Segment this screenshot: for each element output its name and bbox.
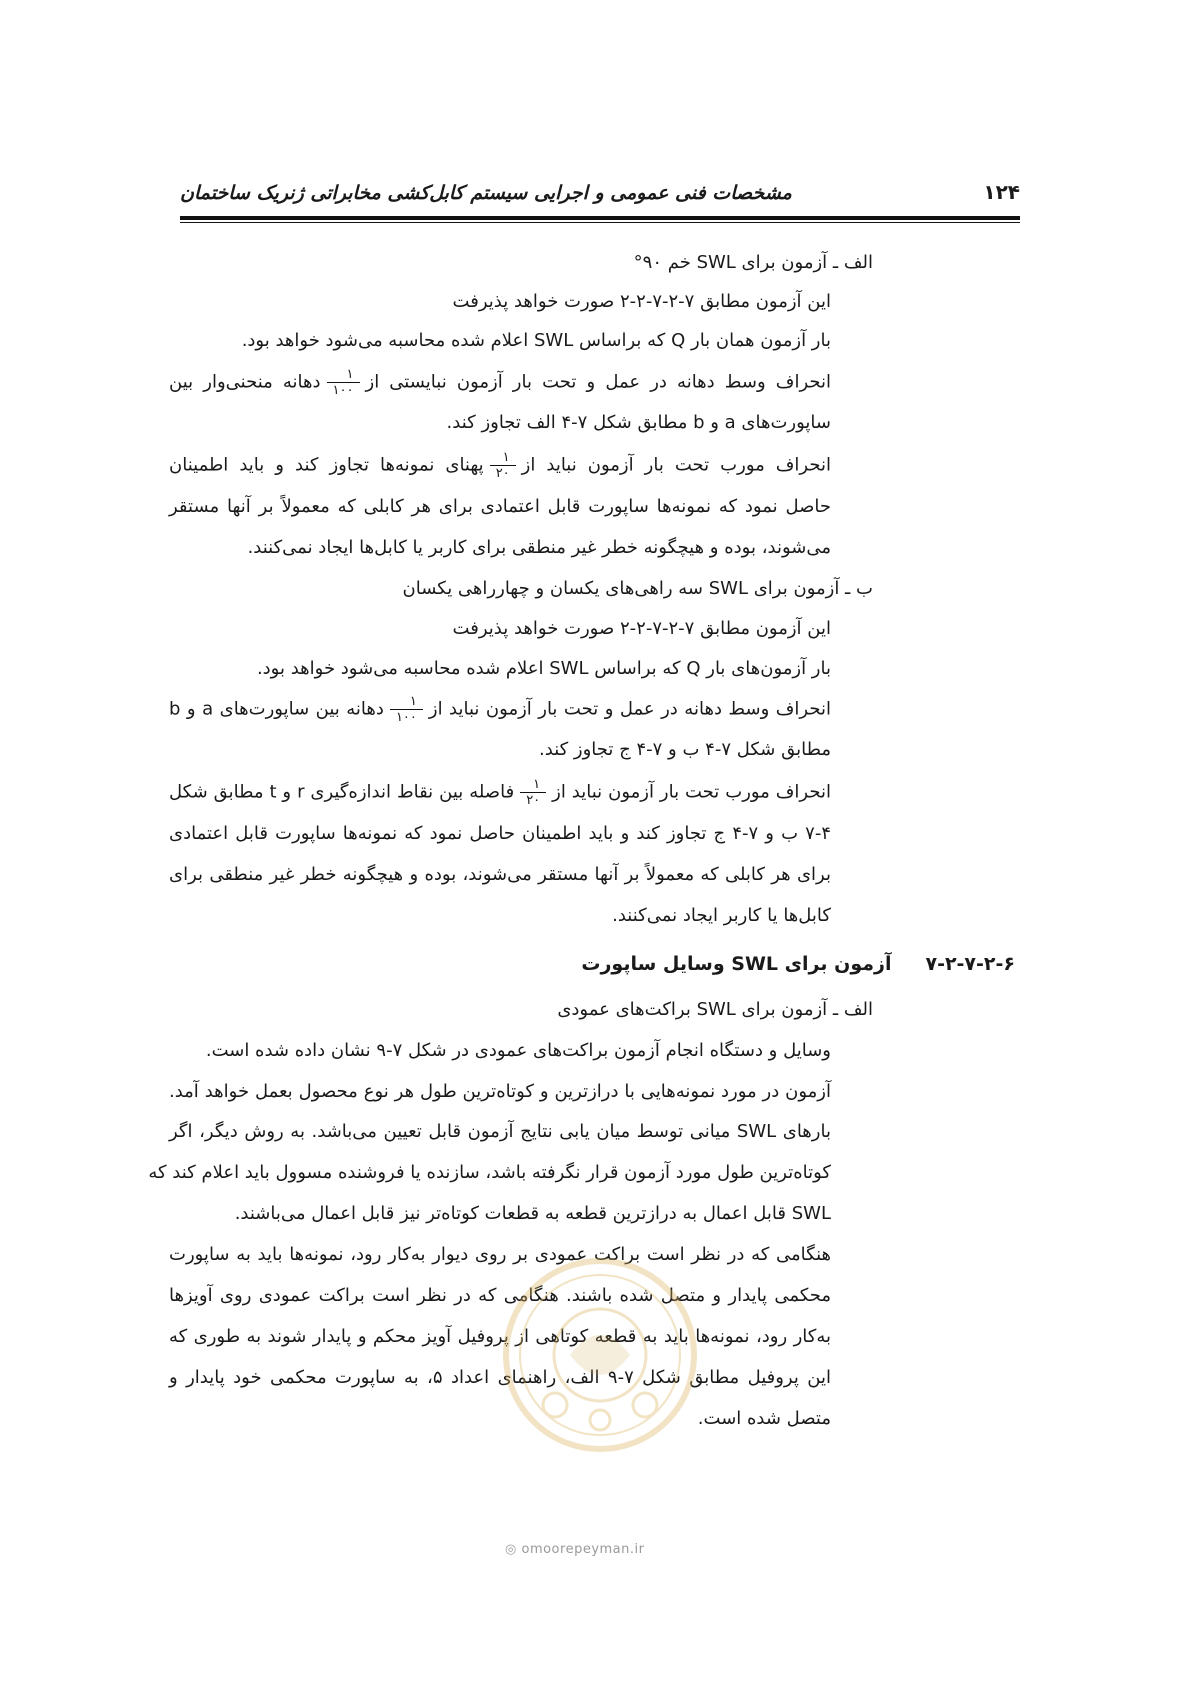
fraction-denominator: ۱۰۰ (332, 383, 354, 398)
paragraph-line: بار آزمون همان بار Q که براساس SWL اعلام شده محاسبه می‌شود خواهد بود. (241, 330, 831, 351)
text-run: فاصله بین نقاط اندازه‌گیری r و t مطابق شکل (169, 781, 515, 803)
paragraph-line: این آزمون مطابق ۷-۲-۷-۲-۲ صورت خواهد پذیرفت (452, 618, 831, 639)
watermark-url-text: omoorepeyman.ir (521, 1542, 645, 1557)
item-b-heading: ب ـ آزمون برای SWL سه راهی‌های یکسان و چهارراهی یکسان (402, 578, 873, 599)
paragraph-line: وسایل و دستگاه انجام آزمون براکت‌های عمودی در شکل ۷-۹ نشان داده شده است. (205, 1040, 831, 1061)
paragraph-line: SWL قابل اعمال به درازترین قطعه به قطعات کوتاه‌تر نیز قابل اعمال می‌باشند. (234, 1203, 831, 1224)
section-title: آزمون برای SWL وسایل ساپورت (581, 953, 892, 975)
fraction-denominator: ۲۰ (526, 793, 541, 808)
paragraph-line: محکمی پایدار و متصل شده باشند. هنگامی که در نظر است براکت عمودی روی آویزها (169, 1285, 831, 1306)
paragraph-line: برای هر کابلی که معمولاً بر آنها مستقر می‌شوند، بوده و هیچگونه خطر غیر منطقی برای (169, 864, 831, 885)
paragraph-line: این پروفیل مطابق شکل ۷-۹ الف، راهنمای اعداد ۵، به ساپورت محکمی خود پایدار و (169, 1367, 832, 1388)
paragraph-line-with-fraction (169, 450, 831, 481)
text-run: دهانه بین ساپورت‌های a و b (169, 698, 384, 720)
fraction (327, 367, 360, 398)
paragraph-line: حاصل نمود که نمونه‌ها ساپورت قابل اعتمادی برای هر کابلی که معمولاً بر آنها مستقر (169, 496, 831, 517)
paragraph-line: هنگامی که در نظر است براکت عمودی بر روی دیوار به‌کار رود، نمونه‌ها باید به ساپورت (169, 1244, 831, 1265)
paragraph-line: به‌کار رود، نمونه‌ها باید به قطعه کوتاهی از پروفیل آویز محکم و پایدار شوند به طوری که (169, 1326, 831, 1347)
fraction-numerator: ۱ (327, 367, 360, 383)
paragraph-line: این آزمون مطابق ۷-۲-۷-۲-۲ صورت خواهد پذیرفت (452, 291, 831, 312)
paragraph-line: ۷-۴ ب و ۷-۴ ج تجاوز کند و باید اطمینان حاصل نمود که نمونه‌ها ساپورت قابل اعتمادی (169, 823, 831, 844)
watermark-url: ◎ omoorepeyman.ir (505, 1542, 645, 1557)
paragraph-line: آزمون در مورد نمونه‌هایی با درازترین و کوتاه‌ترین طول هر نوع محصول بعمل خواهد آمد. (169, 1081, 831, 1102)
item-a-heading: الف ـ آزمون برای SWL خم ۹۰° (633, 252, 873, 273)
paragraph-line: مطابق شکل ۷-۴ ب و ۷-۴ ج تجاوز کند. (539, 739, 831, 760)
section-number: ۷-۲-۷-۲-۶ (925, 953, 1015, 975)
text-run: انحراف وسط دهانه در عمل و تحت بار آزمون نباید از (428, 698, 831, 720)
paragraph-line: کوتاه‌ترین طول مورد آزمون قرار نگرفته باشد، سازنده یا فروشنده مسوول باید اعلام کند که (148, 1162, 831, 1183)
text-run: انحراف مورب تحت بار آزمون نباید از (552, 781, 831, 803)
page-header (180, 180, 1020, 214)
paragraph-line: متصل شده است. (697, 1408, 831, 1429)
paragraph-line: کابل‌ها یا کاربر ایجاد نمی‌کنند. (612, 905, 831, 926)
running-title: مشخصات فنی عمومی و اجرایی سیستم کابل‌کشی مخابراتی ژنریک ساختمان (180, 182, 792, 204)
text-run: دهانه منحنی‌وار بین (169, 371, 321, 393)
fraction (390, 694, 423, 725)
paragraph-line: بار آزمون‌های بار Q که براساس SWL اعلام شده محاسبه می‌شود خواهد بود. (256, 658, 831, 679)
header-rule-thin (180, 222, 1020, 223)
section-heading (581, 953, 1015, 975)
fraction (520, 777, 546, 808)
item-a-heading: الف ـ آزمون برای SWL براکت‌های عمودی (557, 999, 873, 1020)
fraction-numerator: ۱ (520, 777, 546, 793)
watermark-seal-icon (500, 1255, 700, 1455)
fraction-numerator: ۱ (490, 450, 516, 466)
paragraph-line: می‌شوند، بوده و هیچگونه خطر غیر منطقی برای کاربر یا کابل‌ها ایجاد نمی‌کنند. (247, 537, 831, 558)
text-run: انحراف وسط دهانه در عمل و تحت بار آزمون نبایستی از (365, 371, 831, 393)
paragraph-line: ساپورت‌های a و b مطابق شکل ۷-۴ الف تجاوز کند. (446, 412, 831, 433)
paragraph-line: بارهای SWL میانی توسط میان یابی نتایج آزمون قابل تعیین می‌باشد. به روش دیگر، اگر (169, 1121, 831, 1142)
page-number: ۱۲۴ (983, 180, 1020, 204)
header-rule-thick (180, 216, 1020, 220)
text-run: انحراف مورب تحت بار آزمون نباید از (521, 454, 831, 476)
fraction-denominator: ۱۰۰ (395, 710, 417, 725)
paragraph-line-with-fraction (169, 777, 831, 808)
fraction-numerator: ۱ (390, 694, 423, 710)
paragraph-line-with-fraction (169, 367, 831, 398)
paragraph-line-with-fraction (169, 694, 831, 725)
fraction (490, 450, 516, 481)
text-run: پهنای نمونه‌ها تجاوز کند و باید اطمینان (169, 454, 484, 476)
fraction-denominator: ۲۰ (495, 466, 510, 481)
